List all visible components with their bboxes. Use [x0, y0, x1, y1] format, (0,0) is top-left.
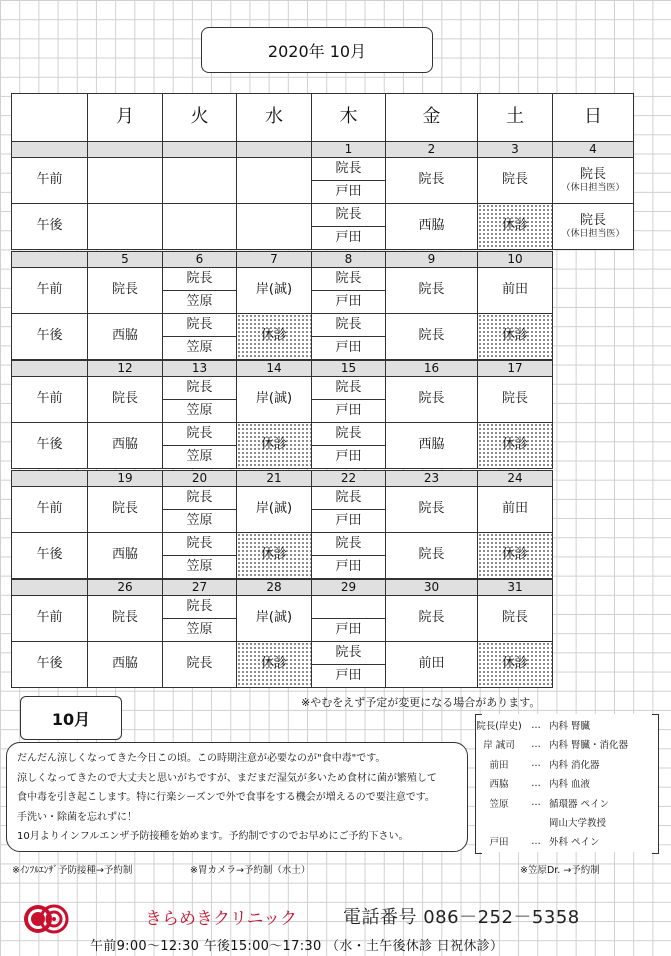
doctor-row: [475, 832, 659, 850]
period-label: 午後: [11, 203, 88, 250]
cell-content: [502, 219, 528, 234]
message-line: 食中毒を引き起こします。特に行楽シーズンで外で食事をする機会が増えるので要注意です。: [17, 792, 435, 803]
doctor-name: 院長: [418, 547, 445, 563]
shift-cell: [385, 157, 478, 204]
doctor-name: 休診: [501, 437, 528, 453]
doctor-name: 休診: [260, 328, 287, 344]
date-cell: 6: [162, 251, 237, 268]
doctor-name: 前田: [501, 282, 528, 298]
message-box: [6, 742, 468, 852]
date-row-label: [11, 360, 88, 377]
doctor-name: 西脇: [111, 437, 138, 453]
date-cell: 2: [385, 141, 478, 158]
date-cell: 9: [385, 251, 478, 268]
shift-cell-top: 院長: [162, 595, 237, 619]
phone-number: 電話番号 086－252－5358: [343, 907, 580, 928]
date-cell: 21: [236, 470, 312, 487]
doctor-name: 院長: [418, 172, 445, 188]
period-label: 午前: [11, 595, 88, 642]
date-row-label: [11, 470, 88, 487]
doctor-row: [475, 735, 659, 753]
period-label: 午後: [11, 641, 88, 688]
shift-cell-bottom: 笠原: [162, 445, 237, 469]
shift-cell: [552, 203, 634, 250]
period-label: 午前: [11, 486, 88, 533]
closed-cell: [477, 422, 553, 469]
doctor-name: 西脇: [418, 437, 445, 453]
separator-dots: …: [531, 797, 541, 809]
separator-dots: …: [531, 719, 541, 731]
date-cell: 1: [311, 141, 386, 158]
closed-cell: [236, 641, 312, 688]
cell-content: [418, 219, 444, 234]
cell-content: [418, 548, 444, 563]
separator-dots: …: [531, 835, 541, 847]
shift-cell-top: 院長: [162, 532, 237, 556]
shift-cell-bottom: 笠原: [162, 555, 237, 579]
doctor-name: 休診: [501, 547, 528, 563]
cell-content: [502, 657, 528, 672]
doctor-row: [475, 755, 659, 773]
doctor-specialty: 内科 腎臓・消化器: [549, 740, 629, 752]
shift-cell: [385, 313, 478, 360]
shift-cell-top: 院長: [162, 486, 237, 510]
shift-cell: [87, 157, 163, 204]
cell-content: [502, 611, 528, 626]
date-cell: 8: [311, 251, 386, 268]
shift-cell: [385, 486, 478, 533]
message-line: だんだん涼しくなってきた今日この頃。この時期注意が必要なのが"食中毒"です。: [17, 753, 386, 764]
weekday-header: 日: [552, 93, 634, 142]
shift-cell: [236, 376, 312, 423]
shift-cell-top: 院長: [311, 376, 386, 400]
shift-cell-bottom: 笠原: [162, 290, 237, 314]
cell-content: [418, 657, 444, 672]
date-cell: 3: [477, 141, 553, 158]
doctor-row: [475, 794, 659, 812]
date-cell: 26: [87, 579, 163, 596]
closed-cell: [236, 422, 312, 469]
doctor-name: 院長: [111, 391, 138, 407]
shift-cell: [87, 267, 163, 314]
date-cell: 14: [236, 360, 312, 377]
date-cell: 31: [477, 579, 553, 596]
closed-cell: [477, 203, 553, 250]
shift-cell: [236, 157, 312, 204]
shift-cell: [162, 203, 237, 250]
shift-cell-top: 院長: [311, 313, 386, 337]
doctor-name: 休診: [260, 656, 287, 672]
shift-cell-top: 院長: [311, 267, 386, 291]
cell-content: [261, 657, 287, 672]
period-label: 午前: [11, 267, 88, 314]
cell-content: [502, 392, 528, 407]
doctor-name: 前田: [501, 501, 528, 517]
doctor-name: 院長: [501, 391, 528, 407]
shift-cell: [477, 595, 553, 642]
date-cell: 30: [385, 579, 478, 596]
doctor-name: 院長: [501, 172, 528, 188]
cell-content: [112, 657, 138, 672]
separator-dots: …: [531, 758, 541, 770]
cell-content: [418, 611, 444, 626]
period-label: 午前: [11, 157, 88, 204]
doctor-name: 西脇: [489, 779, 509, 791]
shift-cell-top: 院長: [311, 422, 386, 446]
doctor-name: 西脇: [111, 547, 138, 563]
shift-cell-bottom: 戸田: [311, 555, 386, 579]
shift-cell: [162, 157, 237, 204]
shift-cell-bottom: 笠原: [162, 399, 237, 423]
shift-cell: [477, 486, 553, 533]
message-line: 涼しくなってきたので大丈夫と思いがちですが、まだまだ湿気が多いため食材に菌が繁殖して: [17, 772, 437, 784]
shift-cell: [87, 203, 163, 250]
shift-cell-top: 院長: [162, 376, 237, 400]
shift-cell-bottom: 戸田: [311, 226, 386, 250]
cell-content: [256, 611, 292, 626]
doctor-name: 院長: [111, 610, 138, 626]
separator-dots: …: [531, 777, 541, 789]
period-label: 午後: [11, 313, 88, 360]
doctor-name: 院長: [111, 501, 138, 517]
clinic-name: きらめきクリニック: [145, 909, 297, 929]
doctor-name: 休診: [501, 656, 528, 672]
doctor-name: 笠原: [489, 798, 509, 810]
doctor-name: 院長: [418, 610, 445, 626]
doctor-specialty: 岡山大学教授: [549, 818, 607, 829]
weekday-header: 水: [236, 93, 312, 142]
closed-cell: [477, 313, 553, 360]
gastro-footnote: ※胃カメラ→予約制（水土）: [190, 865, 311, 876]
shift-cell-bottom: 戸田: [311, 336, 386, 360]
shift-cell: [385, 641, 478, 688]
cell-content: [418, 502, 444, 517]
date-cell: 23: [385, 470, 478, 487]
doctor-name: 院長: [186, 656, 213, 672]
cell-content: [502, 283, 528, 298]
cell-content: [418, 392, 444, 407]
cell-content: [112, 502, 138, 517]
schedule-change-note: ※やむをえず予定が変更になる場合があります。: [301, 696, 541, 709]
shift-cell: [552, 157, 634, 204]
cell-content: [418, 329, 444, 344]
cell-content: [502, 173, 528, 188]
date-cell: [162, 141, 237, 158]
doctor-row: [475, 716, 659, 734]
cell-note: （休日担当医）: [561, 182, 625, 193]
doctor-name: 院長: [579, 212, 606, 228]
shift-cell: [87, 313, 163, 360]
cell-content: [261, 548, 287, 563]
doctor-specialty: 内科 腎臓: [549, 721, 591, 732]
shift-cell-top: 院長: [311, 203, 386, 227]
closed-cell: [236, 532, 312, 579]
closed-cell: [477, 532, 553, 579]
date-cell: 16: [385, 360, 478, 377]
cell-content: [112, 283, 138, 298]
shift-cell: [477, 267, 553, 314]
weekday-header: 土: [477, 93, 553, 142]
period-label: 午後: [11, 532, 88, 579]
date-cell: [87, 141, 163, 158]
doctor-name: 院長: [579, 166, 606, 182]
date-cell: 24: [477, 470, 553, 487]
doctor-name: 休診: [260, 547, 287, 563]
doctor-row: [475, 813, 659, 831]
period-label: 午前: [11, 376, 88, 423]
doctor-name: 前田: [489, 759, 509, 771]
weekday-header: 金: [385, 93, 478, 142]
doctor-name: 前田: [418, 656, 445, 672]
shift-cell: [385, 376, 478, 423]
cell-content: [112, 548, 138, 563]
shift-cell: [162, 641, 237, 688]
closed-cell: [477, 641, 553, 688]
date-cell: 29: [311, 579, 386, 596]
shift-cell: [385, 595, 478, 642]
cell-content: [186, 657, 212, 672]
cell-content: [561, 214, 624, 239]
doctor-name: 岸(誠): [255, 501, 293, 517]
doctor-name: 西脇: [418, 218, 445, 234]
shift-cell: [385, 267, 478, 314]
cell-content: [418, 438, 444, 453]
corner-cell: [11, 93, 88, 142]
cell-content: [502, 329, 528, 344]
shift-cell-top: 院長: [311, 532, 386, 556]
period-label: 午後: [11, 422, 88, 469]
shift-cell: [477, 157, 553, 204]
shift-cell-bottom: 戸田: [311, 399, 386, 423]
shift-cell-top: 院長: [311, 157, 386, 181]
shift-cell: [477, 376, 553, 423]
doctor-name: 院長: [418, 282, 445, 298]
date-row-label: [11, 251, 88, 268]
shift-cell: [236, 486, 312, 533]
weekday-header: 木: [311, 93, 386, 142]
doctor-specialty: 循環器 ペイン: [549, 798, 610, 810]
date-cell: 7: [236, 251, 312, 268]
doctor-name: 院長(岸史): [476, 721, 522, 732]
shift-cell: [87, 376, 163, 423]
cell-content: [256, 392, 292, 407]
weekday-header: 月: [87, 93, 163, 142]
date-cell: 10: [477, 251, 553, 268]
cell-content: [418, 283, 444, 298]
shift-cell-top: [311, 595, 386, 619]
doctor-name: 岸(誠): [255, 282, 293, 298]
date-cell: 20: [162, 470, 237, 487]
shift-cell-bottom: 笠原: [162, 509, 237, 533]
doctor-name: 岸(誠): [255, 610, 293, 626]
cell-content: [112, 438, 138, 453]
closed-cell: [236, 313, 312, 360]
doctor-specialty: 外科 ペイン: [549, 837, 600, 849]
doctor-name: 院長: [111, 282, 138, 298]
separator-dots: …: [531, 738, 541, 750]
date-cell: 5: [87, 251, 163, 268]
shift-cell-top: 院長: [162, 313, 237, 337]
title-text: 2020年 10月: [267, 41, 367, 61]
cell-content: [502, 548, 528, 563]
shift-cell-bottom: 笠原: [162, 618, 237, 642]
date-row-label: [11, 141, 88, 158]
doctor-name: 院長: [501, 610, 528, 626]
message-line: 手洗い・除菌を忘れずに！: [17, 811, 137, 823]
doctor-name: 岸 誠司: [483, 740, 515, 752]
shift-cell-bottom: 笠原: [162, 336, 237, 360]
date-cell: 4: [552, 141, 634, 158]
cell-content: [418, 173, 444, 188]
cell-content: [112, 329, 138, 344]
shift-cell: [385, 203, 478, 250]
shift-cell: [236, 203, 312, 250]
kasahara-footnote: ※笠原Dr. →予約制: [520, 865, 600, 876]
date-cell: 17: [477, 360, 553, 377]
date-cell: [236, 141, 312, 158]
date-cell: 27: [162, 579, 237, 596]
schedule-title: [201, 27, 433, 73]
doctor-list: [475, 714, 659, 852]
cell-content: [261, 329, 287, 344]
shift-cell-bottom: 戸田: [311, 180, 386, 204]
shift-cell: [385, 422, 478, 469]
doctor-name: 院長: [418, 391, 445, 407]
date-row-label: [11, 579, 88, 596]
cell-content: [261, 438, 287, 453]
doctor-specialty: 内科 血液: [549, 779, 591, 791]
shift-cell: [87, 486, 163, 533]
cell-content: [256, 502, 292, 517]
shift-cell-top: 院長: [311, 486, 386, 510]
doctor-name: 休診: [501, 328, 528, 344]
shift-cell-bottom: 戸田: [311, 618, 386, 642]
shift-cell: [385, 532, 478, 579]
opening-hours: 午前9:00～12:30 午後15:00～17:30 （水・土午後休診 日祝休診）: [90, 939, 504, 954]
cell-content: [256, 283, 292, 298]
shift-cell: [87, 532, 163, 579]
shift-cell-top: 院長: [162, 422, 237, 446]
doctor-name: 西脇: [111, 656, 138, 672]
shift-cell: [87, 595, 163, 642]
shift-cell-bottom: 戸田: [311, 664, 386, 688]
shift-cell: [236, 595, 312, 642]
shift-cell-bottom: 戸田: [311, 445, 386, 469]
cell-content: [112, 392, 138, 407]
doctor-name: 西脇: [111, 328, 138, 344]
cell-content: [112, 611, 138, 626]
clinic-logo: [20, 903, 88, 935]
shift-cell: [87, 422, 163, 469]
shift-cell-top: 院長: [162, 267, 237, 291]
date-cell: 15: [311, 360, 386, 377]
doctor-name: 戸田: [489, 837, 509, 849]
message-line: 10月よりインフルエンザ予防接種を始めます。予約制ですのでお早めにご予約下さい。: [17, 831, 409, 842]
doctor-name: 休診: [501, 218, 528, 234]
doctor-row: [475, 774, 659, 792]
month-label: 10月: [20, 696, 122, 740]
cell-content: [561, 168, 624, 193]
doctor-name: 岸(誠): [255, 391, 293, 407]
shift-cell-bottom: 戸田: [311, 290, 386, 314]
shift-cell-top: 院長: [311, 641, 386, 665]
cell-content: [502, 502, 528, 517]
doctor-name: 院長: [418, 328, 445, 344]
date-cell: 19: [87, 470, 163, 487]
date-cell: 22: [311, 470, 386, 487]
weekday-header: 火: [162, 93, 237, 142]
shift-cell: [236, 267, 312, 314]
date-cell: 28: [236, 579, 312, 596]
doctor-name: 休診: [260, 437, 287, 453]
cell-content: [502, 438, 528, 453]
doctor-name: 院長: [418, 501, 445, 517]
date-cell: 12: [87, 360, 163, 377]
doctor-specialty: 内科 消化器: [549, 759, 600, 771]
shift-cell-bottom: 戸田: [311, 509, 386, 533]
cell-note: （休日担当医）: [561, 228, 625, 239]
flu-footnote: ※ｲﾝﾌﾙｴﾝｻﾞ予防接種→予約制: [12, 865, 133, 876]
shift-cell: [87, 641, 163, 688]
date-cell: 13: [162, 360, 237, 377]
